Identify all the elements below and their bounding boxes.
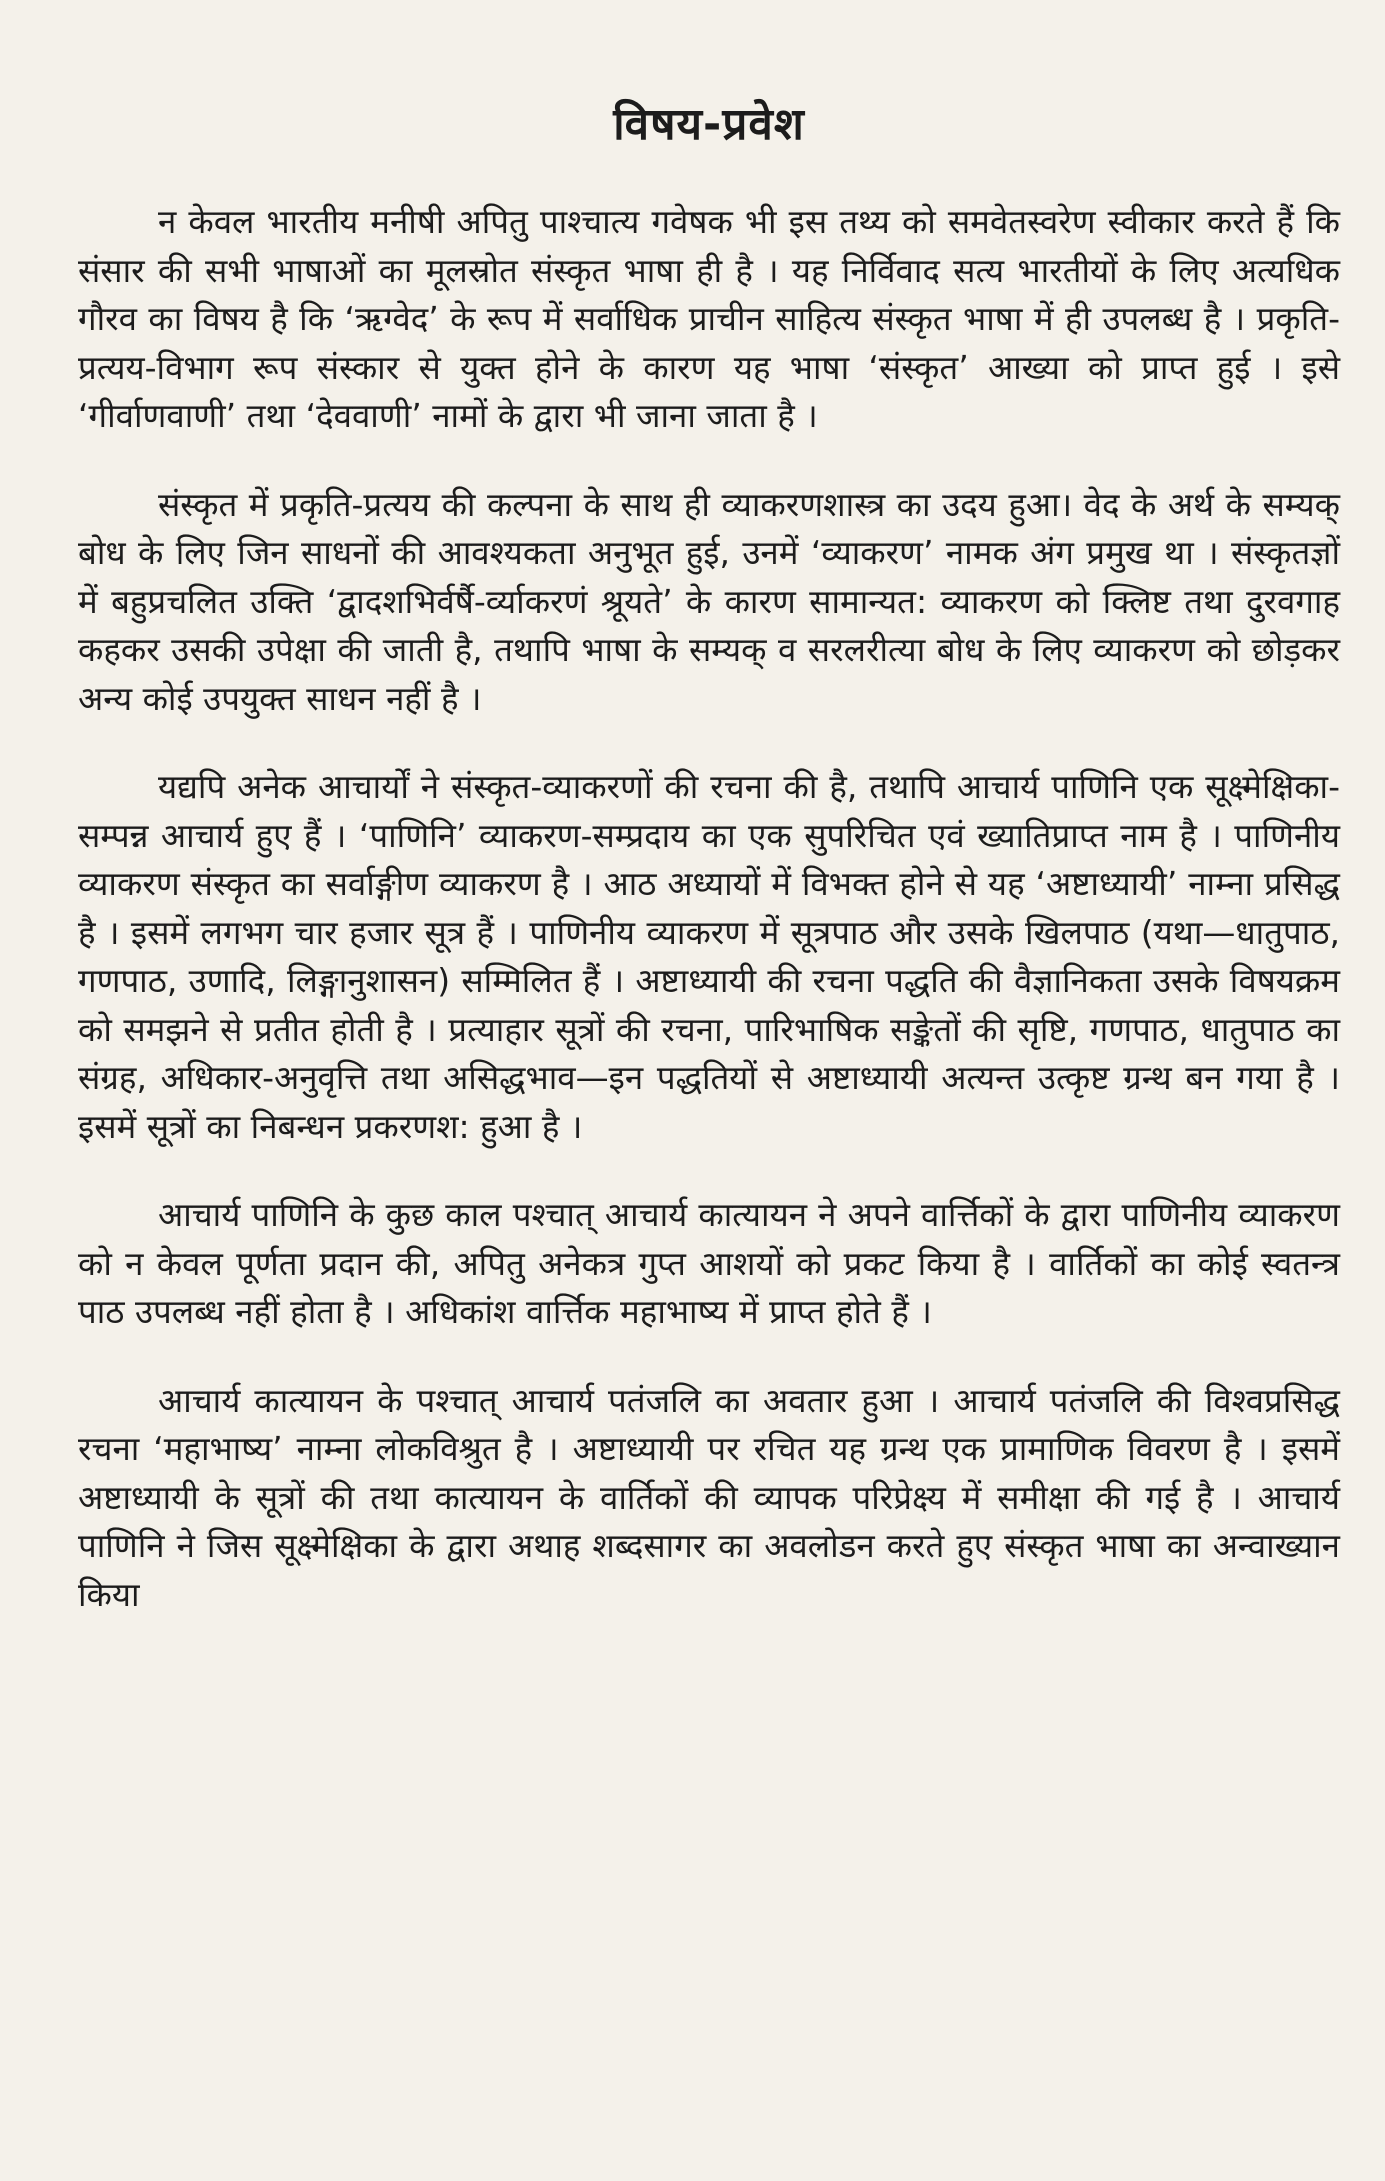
paragraph-1: न केवल भारतीय मनीषी अपितु पाश्चात्य गवेषक भी इस तथ्य को समवेतस्वरेण स्वीकार करते हैं कि संसार की सभी भाषाओं का मूलस्रोत संस्कृत भाषा ही है । यह निर्विवाद सत्य भारतीयों के लिए अत्यधिक गौरव का विषय है कि ‘ऋग्वेद’ के रूप में सर्वाधिक प्राचीन साहित्य संस्कृत भाषा में ही उपलब्ध है । प्रकृति-प्रत्यय-विभाग रूप संस्कार से युक्त होने के कारण यह भाषा ‘संस्कृत’ आख्या को प्राप्त हुई । इसे ‘गीर्वाणवाणी’ तथा ‘देववाणी’ नामों के द्वारा भी जाना जाता है ।	[78, 202, 1340, 435]
page-title: विषय-प्रवेश	[613, 99, 805, 150]
paragraph-4: आचार्य पाणिनि के कुछ काल पश्चात् आचार्य कात्यायन ने अपने वार्त्तिकों के द्वारा पाणिनीय व्याकरण को न केवल पूर्णता प्रदान की, अपितु अनेकत्र गुप्त आशयों को प्रकट किया है । वार्तिकों का कोई स्वतन्त्र पाठ उपलब्ध नहीं होता है । अधिकांश वार्त्तिक महाभाष्य में प्राप्त होते हैं ।	[78, 1195, 1340, 1331]
document-page	[78, 92, 1340, 1619]
paragraph-3: यद्यपि अनेक आचार्यों ने संस्कृत-व्याकरणों की रचना की है, तथापि आचार्य पाणिनि एक सूक्ष्मेक्षिका-सम्पन्न आचार्य हुए हैं । ‘पाणिनि’ व्याकरण-सम्प्रदाय का एक सुपरिचित एवं ख्यातिप्राप्त नाम है । पाणिनीय व्याकरण संस्कृत का सर्वाङ्गीण व्याकरण है । आठ अध्यायों में विभक्त होने से यह ‘अष्टाध्यायी’ नाम्ना प्रसिद्ध है । इसमें लगभग चार हजार सूत्र हैं । पाणिनीय व्याकरण में सूत्रपाठ और उसके खिलपाठ (यथा—धातुपाठ, गणपाठ, उणादि, लिङ्गानुशासन) सम्मिलित हैं । अष्टाध्यायी की रचना पद्धति की वैज्ञानिकता उसके विषयक्रम को समझने से प्रतीत होती है । प्रत्याहार सूत्रों की रचना, पारिभाषिक सङ्केतों की सृष्टि, गणपाठ, धातुपाठ का संग्रह, अधिकार-अनुवृत्ति तथा असिद्धभाव—इन पद्धतियों से अष्टाध्यायी अत्यन्त उत्कृष्ट ग्रन्थ बन गया है । इसमें सूत्रों का निबन्धन प्रकरणश: हुआ है ।	[78, 767, 1340, 1146]
paragraph-5: आचार्य कात्यायन के पश्चात् आचार्य पतंजलि का अवतार हुआ । आचार्य पतंजलि की विश्वप्रसिद्ध रचना ‘महाभाष्य’ नाम्ना लोकविश्रुत है । अष्टाध्यायी पर रचित यह ग्रन्थ एक प्रामाणिक विवरण है । इसमें अष्टाध्यायी के सूत्रों की तथा कात्यायन के वार्तिकों की व्यापक परिप्रेक्ष्य में समीक्षा की गई है । आचार्य पाणिनि ने जिस सूक्ष्मेक्षिका के द्वारा अथाह शब्दसागर का अवलोडन करते हुए संस्कृत भाषा का अन्वाख्यान किया	[78, 1380, 1340, 1614]
paragraph-2: संस्कृत में प्रकृति-प्रत्यय की कल्पना के साथ ही व्याकरणशास्त्र का उदय हुआ। वेद के अर्थ के सम्यक् बोध के लिए जिन साधनों की आवश्यकता अनुभूत हुई, उनमें ‘व्याकरण’ नामक अंग प्रमुख था । संस्कृतज्ञों में बहुप्रचलित उक्ति ‘द्वादशभिर्वर्षै-र्व्याकरणं श्रूयते’ के कारण सामान्यत: व्याकरण को क्लिष्ट तथा दुरवगाह कहकर उसकी उपेक्षा की जाती है, तथापि भाषा के सम्यक् व सरलरीत्या बोध के लिए व्याकरण को छोड़कर अन्य कोई उपयुक्त साधन नहीं है ।	[78, 484, 1340, 718]
